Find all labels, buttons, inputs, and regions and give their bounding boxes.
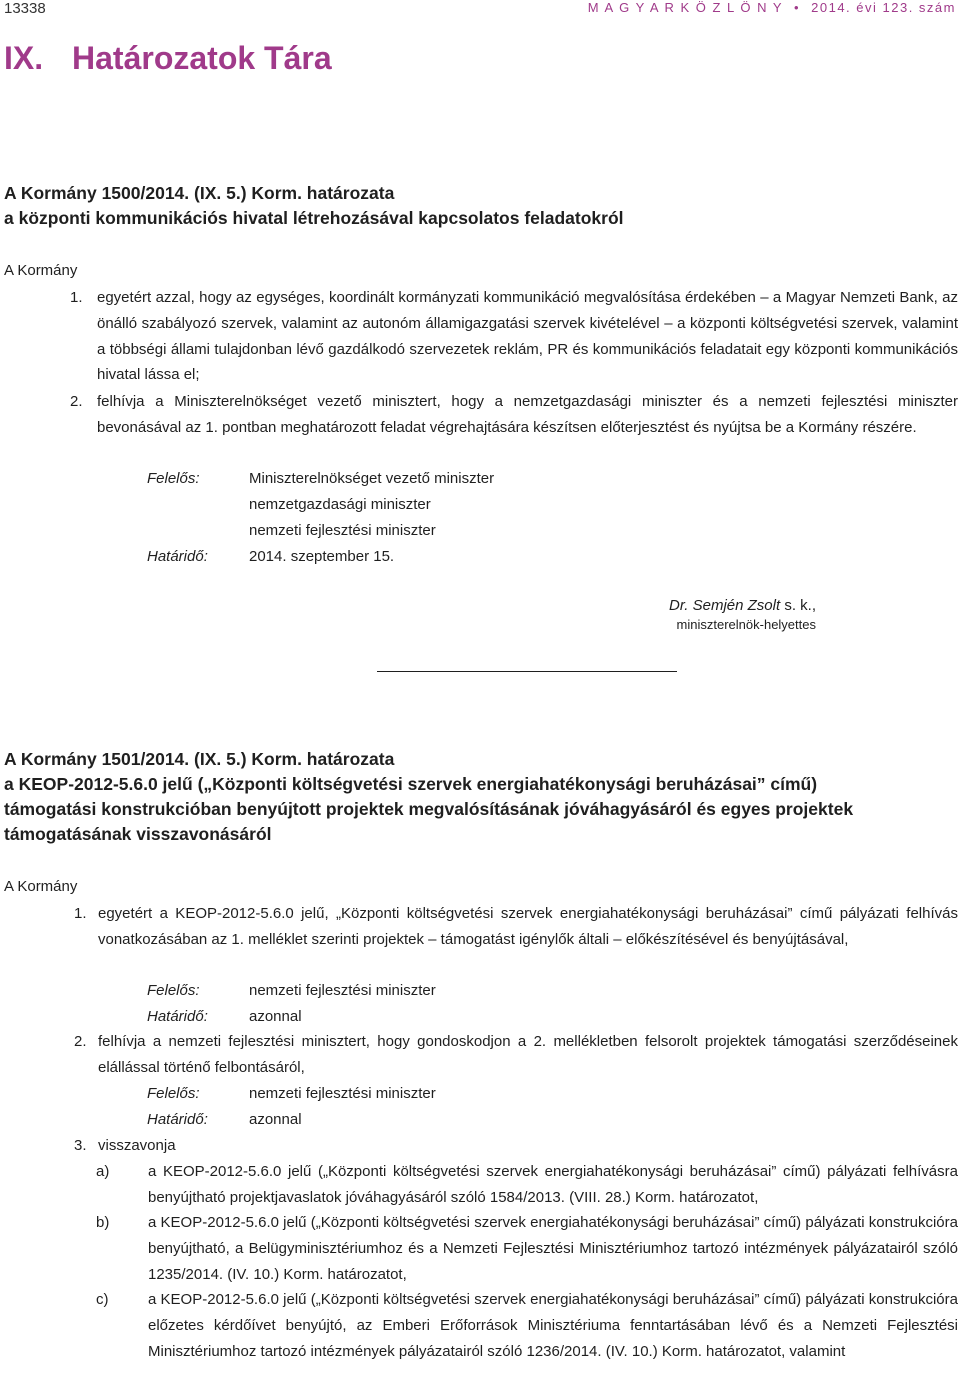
point-2-deadline bbox=[147, 1107, 302, 1133]
deadline-value: 2014. szeptember 15. bbox=[249, 548, 395, 565]
point-number: 2. bbox=[70, 393, 83, 410]
resolution-2-title-line: A Kormány 1501/2014. (IX. 5.) Korm. határozata bbox=[4, 749, 395, 769]
point-2-responsible bbox=[147, 1081, 436, 1107]
page-number: 13338 bbox=[4, 0, 46, 17]
sub-item-text: a KEOP-2012-5.6.0 jelű („Központi költségvetési szervek energiahatékonysági beruházásai” című) pályázati felhívásra benyújtható projektjavaslatok jóváhagyásáról szóló 1584/2013. (VIII. 28.) Korm. határozatot, bbox=[148, 1163, 958, 1206]
resolution-1-point-2 bbox=[70, 389, 958, 441]
point-number: 2. bbox=[74, 1033, 87, 1050]
journal-name: M A G Y A R K Ö Z L Ö N Y bbox=[587, 0, 783, 15]
sub-item-letter: c) bbox=[96, 1291, 109, 1308]
signatory-suffix: s. k., bbox=[780, 597, 816, 614]
deadline-value: azonnal bbox=[249, 1111, 302, 1128]
resolution-2-title bbox=[4, 747, 853, 847]
section-number: IX. bbox=[4, 40, 44, 76]
resolution-1-subject: a központi kommunikációs hivatal létrehozásával kapcsolatos feladatokról bbox=[4, 208, 624, 228]
section-name: Határozatok Tára bbox=[72, 40, 332, 76]
point-number: 3. bbox=[74, 1137, 87, 1154]
deadline-label: Határidő: bbox=[147, 548, 208, 565]
resolution-1-deadline bbox=[147, 544, 394, 570]
issue-label: 2014. évi 123. szám bbox=[811, 0, 956, 15]
resolution-1-title-line: A Kormány 1500/2014. (IX. 5.) Korm. határozata bbox=[4, 183, 395, 203]
resolution-2-subject-line: a KEOP-2012-5.6.0 jelű („Központi költségvetési szervek energiahatékonysági beruházásai” című) bbox=[4, 774, 818, 794]
point-number: 1. bbox=[74, 905, 87, 922]
point-text: felhívja a Miniszterelnökséget vezető minisztert, hogy a nemzetgazdasági miniszter és a nemzeti fejlesztési miniszter bevonásával az 1. pontban meghatározott feladat végrehajtására készítsen előterjesztést és nyújtsa be a Kormány részére. bbox=[97, 393, 958, 436]
point-text: egyetért a KEOP-2012-5.6.0 jelű, „Központi költségvetési szervek energiahatékonysági beruházásai” című pályázati felhívás vonatkozásában az 1. melléklet szerinti projektek – támogatást igénylők általi – előkészítésével és benyújtásával, bbox=[98, 905, 958, 948]
deadline-label: Határidő: bbox=[147, 1008, 208, 1025]
government-label: A Kormány bbox=[4, 878, 78, 895]
resolution-1-point-1 bbox=[70, 285, 958, 388]
responsible-person: nemzeti fejlesztési miniszter bbox=[249, 982, 436, 999]
sub-item-b bbox=[96, 1210, 958, 1287]
header-separator: • bbox=[793, 0, 801, 15]
resolution-1-responsible bbox=[147, 466, 494, 543]
signatory-name-italic: Dr. Semjén Zsolt bbox=[669, 597, 781, 614]
responsible-list bbox=[249, 466, 494, 543]
section-title bbox=[4, 40, 332, 77]
point-number: 1. bbox=[70, 289, 83, 306]
sub-item-letter: b) bbox=[96, 1214, 110, 1231]
point-1-deadline bbox=[147, 1004, 302, 1030]
resolution-2-point-1 bbox=[74, 901, 958, 953]
responsible-label: Felelős: bbox=[147, 982, 200, 999]
responsible-label: Felelős: bbox=[147, 1085, 200, 1102]
responsible-person: Miniszterelnökséget vezető miniszter bbox=[249, 470, 495, 487]
government-label: A Kormány bbox=[4, 262, 78, 279]
separator-line bbox=[377, 671, 677, 672]
journal-header bbox=[588, 0, 956, 15]
resolution-2-point-2 bbox=[74, 1029, 958, 1081]
point-text: egyetért azzal, hogy az egységes, koordinált kormányzati kommunikáció megvalósítása érdekében – a Magyar Nemzeti Bank, az önálló szabályozó szervek, valamint az autonóm államigazgatási szervek kivételével – a központi költségvetési szervek, valamint a többségi állami tulajdonban lévő gazdálkodó szervezetek reklám, PR és kommunikációs feladatait egy központi kommunikációs hivatal lássa el; bbox=[97, 289, 958, 384]
resolution-2-subject-line: támogatásának visszavonásáról bbox=[4, 824, 272, 844]
signature-block bbox=[669, 597, 816, 632]
signatory-name bbox=[669, 597, 816, 614]
point-text: felhívja a nemzeti fejlesztési minisztert, hogy gondoskodjon a 2. mellékletben felsorolt projektek támogatási szerződéseinek elállással történő felbontásáról, bbox=[98, 1033, 958, 1076]
responsible-person: nemzetgazdasági miniszter bbox=[249, 495, 431, 513]
signatory-role: miniszterelnök-helyettes bbox=[676, 617, 816, 632]
sub-item-a bbox=[96, 1159, 958, 1211]
deadline-value: azonnal bbox=[249, 1008, 302, 1025]
responsible-person: nemzeti fejlesztési miniszter bbox=[249, 1085, 436, 1102]
sub-item-text: a KEOP-2012-5.6.0 jelű („Központi költségvetési szervek energiahatékonysági beruházásai” című) pályázati konstrukcióra előzetes kérdőívet benyújtó, az Emberi Erőforrások Minisztériuma fenntartásában lévő és a Nemzeti Fejlesztési Minisztériumhoz tartozó intézmények pályázatairól szóló 1236/2014. (IV. 10.) Korm. határozatot, valamint bbox=[148, 1291, 958, 1360]
sub-item-text: a KEOP-2012-5.6.0 jelű („Központi költségvetési szervek energiahatékonysági beruházásai” című) pályázati konstrukcióra benyújtható, a Belügyminisztériumhoz és a Nemzeti Fejlesztési Minisztériumhoz tartozó intézmények pályázatairól szóló 1235/2014. (IV. 10.) Korm. határozatot, bbox=[148, 1214, 958, 1283]
point-1-responsible bbox=[147, 978, 436, 1004]
resolution-2-point-3 bbox=[74, 1133, 958, 1159]
deadline-label: Határidő: bbox=[147, 1111, 208, 1128]
responsible-person: nemzeti fejlesztési miniszter bbox=[249, 521, 436, 539]
sub-item-letter: a) bbox=[96, 1163, 110, 1180]
point-text: visszavonja bbox=[98, 1137, 176, 1154]
resolution-1-title bbox=[4, 181, 624, 231]
resolution-2-subject-line: támogatási konstrukcióban benyújtott projektek megvalósításának jóváhagyásáról és egyes projektek bbox=[4, 799, 854, 819]
responsible-label: Felelős: bbox=[147, 470, 200, 487]
sub-item-c bbox=[96, 1287, 958, 1364]
